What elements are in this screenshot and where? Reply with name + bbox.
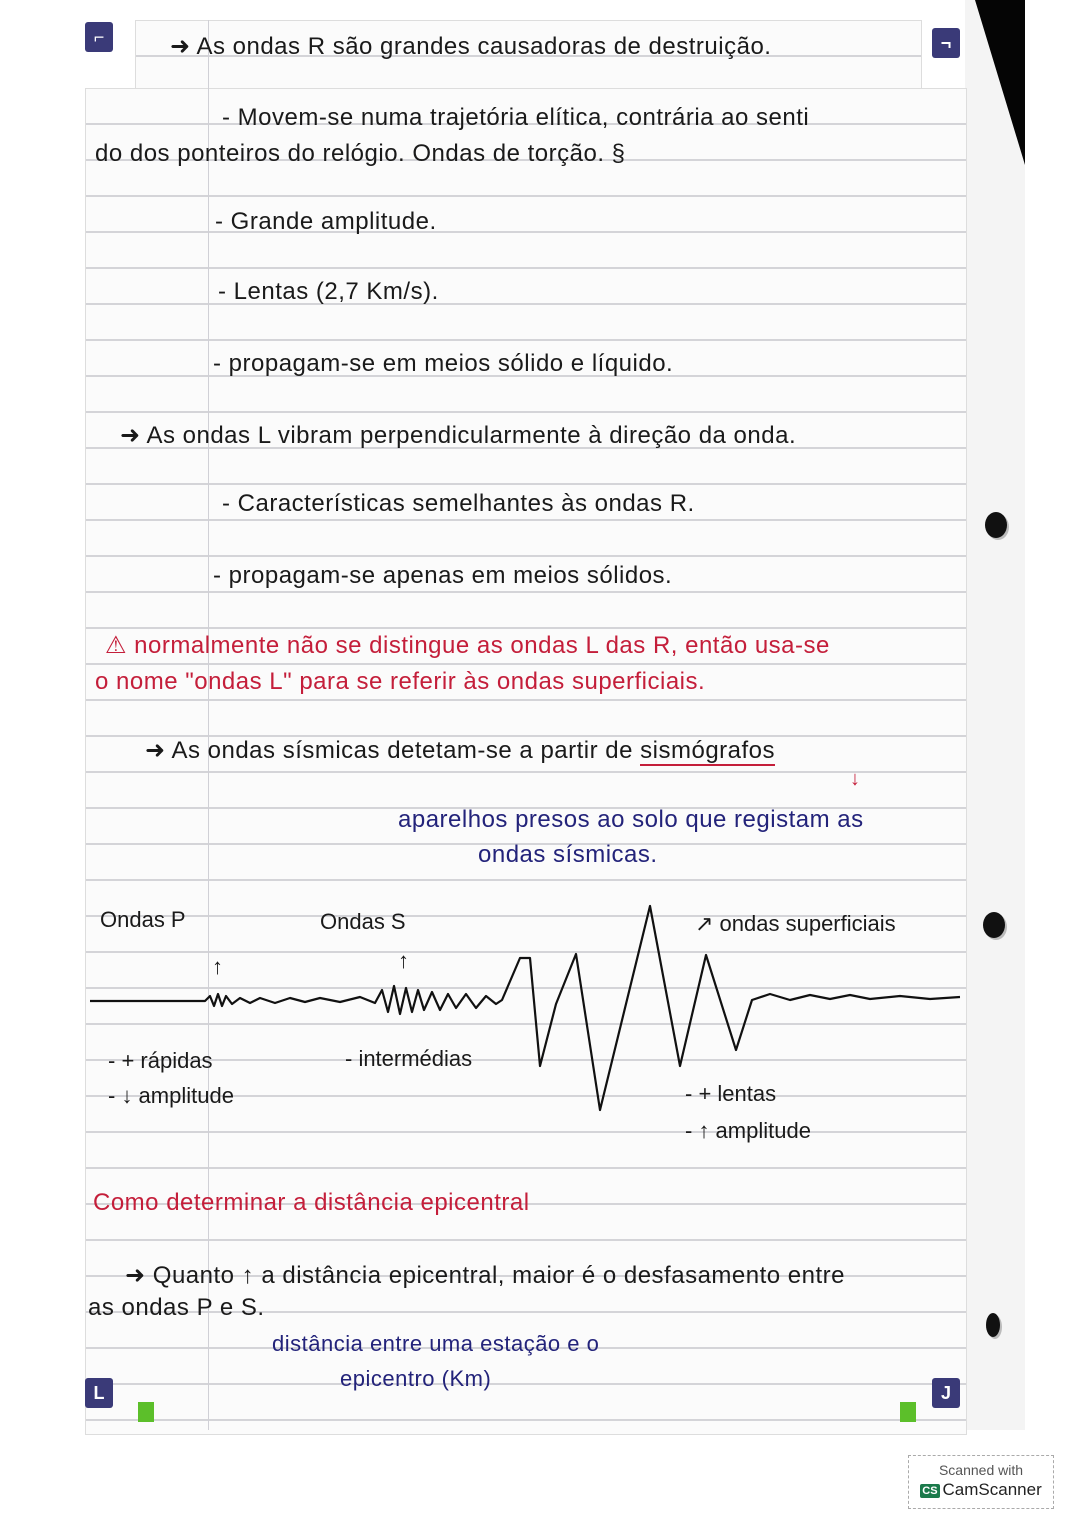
definition-line: ondas sísmicas. [478, 841, 658, 868]
note-line: ➜ As ondas L vibram perpendicularmente à direção da onda. [120, 422, 797, 449]
label-p-waves: Ondas P [100, 907, 186, 932]
corner-marker-icon: ⌐ [85, 22, 113, 52]
p-wave-property: - ↓ amplitude [108, 1083, 234, 1108]
note-line: do dos ponteiros do relógio. Ondas de torção. § [95, 140, 626, 167]
note-line: ➜ Quanto ↑ a distância epicentral, maior é o desfasamento entre [125, 1262, 845, 1289]
watermark-brand-text: CamScanner [942, 1480, 1042, 1499]
label-surface-waves: ↗ ondas superficiais [695, 911, 896, 936]
arrow-down-icon: ↓ [850, 768, 861, 790]
corner-marker-icon: ¬ [932, 28, 960, 58]
surface-wave-property: - + lentas [685, 1081, 777, 1106]
note-line: - Características semelhantes às ondas R. [222, 490, 695, 517]
definition-line: epicentro (Km) [340, 1366, 492, 1391]
note-line: as ondas P e S. [88, 1294, 265, 1321]
underlined-term: sismógrafos [640, 737, 776, 764]
s-wave-property: - intermédias [345, 1046, 473, 1071]
note-line: - Movem-se numa trajetória elítica, contrária ao senti [222, 104, 810, 131]
label-s-waves: Ondas S [320, 909, 406, 934]
definition-line: distância entre uma estação e o [272, 1331, 600, 1356]
warning-line: o nome "ondas L" para se referir às ondas superficiais. [95, 668, 706, 695]
definition-line: aparelhos presos ao solo que registam as [398, 806, 864, 833]
camscanner-logo-icon: CS [922, 1484, 938, 1497]
warning-line: ⚠ normalmente não se distingue as ondas L das R, então usa-se [105, 632, 830, 659]
note-line: - Grande amplitude. [215, 208, 437, 235]
note-line: - propagam-se apenas em meios sólidos. [213, 562, 673, 589]
corner-marker-icon: L [85, 1378, 113, 1408]
arrow-up-icon: ↑ [212, 954, 223, 979]
watermark-text: Scanned with [938, 1462, 1024, 1478]
note-line: - propagam-se em meios sólido e líquido. [213, 350, 674, 377]
p-wave-property: - + rápidas [108, 1048, 213, 1073]
surface-wave-property: - ↑ amplitude [685, 1118, 811, 1143]
watermark-brand [909, 1480, 1053, 1500]
camscanner-watermark [908, 1455, 1054, 1509]
section-heading: Como determinar a distância epicentral [93, 1189, 530, 1216]
arrow-up-icon: ↑ [398, 948, 409, 973]
note-line: - Lentas (2,7 Km/s). [218, 278, 439, 305]
corner-marker-icon: J [932, 1378, 960, 1408]
note-line: ➜ As ondas R são grandes causadoras de destruição. [170, 33, 772, 60]
note-text: ➜ As ondas sísmicas detetam-se a partir de [145, 737, 641, 764]
